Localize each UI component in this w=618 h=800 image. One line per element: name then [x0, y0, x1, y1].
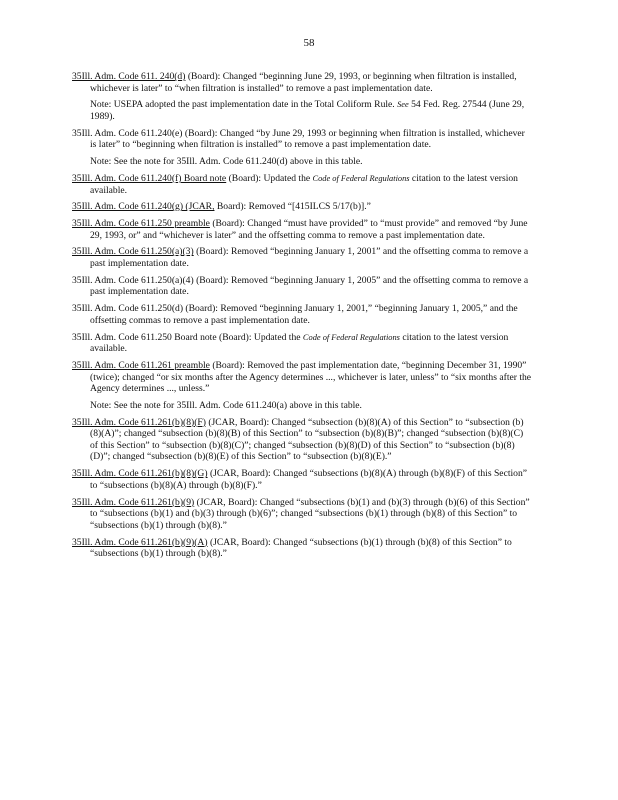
entry-611-240-g [72, 201, 532, 213]
entry-text: (JCAR, Board): Changed “subsection (b)(8)(A) of this Section” to “subsection (b)(8)(A)”; changed “subsection (b)(8)(B) of this Section” to “subsection (b)(8)(B)”; changed “subsection (b)(8)(C) of this Section” to “subsection (b)(8)(C)”; changed “subsection (b)(8)(D) of this Section” to “subsection (b)(8)(D)”; changed “subsection (b)(8)(E) of this Section” to “subsection (b)(8)(E).” [90, 416, 524, 463]
entry-611-261-preamble [72, 360, 532, 395]
entry-citation: 35Ill. Adm. Code 611.261(b)(9) [72, 496, 195, 508]
entry-611-250-a-4 [72, 275, 532, 298]
page-number: 58 [303, 37, 315, 49]
entry-citation: 35Ill. Adm. Code 611.240(g) (JCAR, [72, 201, 215, 213]
entry-text-post: citation to the latest version available. [90, 331, 509, 355]
note-text: Note: USEPA adopted the past implementation date in the Total Coliform Rule. [90, 99, 398, 111]
entry-611-240-e [72, 128, 532, 151]
entry-text: 35Ill. Adm. Code 611.240(e) (Board): Changed “by June 29, 1993 or beginning when filtration is installed, whichever is later” to “beginning when filtration is installed” to remove a past implementation date. [72, 127, 525, 151]
entry-text: 35Ill. Adm. Code 611.250(d) (Board): Removed “beginning January 1, 2001,” “beginning January 1, 2005,” and the offsetting commas to remove a past implementation date. [72, 303, 518, 326]
entry-citation: 35Ill. Adm. Code 611.261 preamble [72, 359, 210, 371]
entry-611-250-a-3 [72, 246, 532, 269]
entry-text: 35Ill. Adm. Code 611.250 Board note (Board): Updated the [72, 331, 303, 343]
note-text: Note: See the note for 35Ill. Adm. Code 611.240(a) above in this table. [90, 399, 362, 411]
entry-text: (Board): Changed “beginning June 29, 1993, or beginning when filtration is installed, whichever is later” to “when filtration is installed” to remove a past implementation date. [90, 71, 517, 94]
note-611-240-e [72, 156, 532, 168]
entry-611-250-board-note [72, 332, 532, 355]
entry-611-250-preamble [72, 218, 532, 241]
entry-611-240-d [72, 71, 532, 94]
note-611-240-d [72, 99, 532, 122]
entry-italic-cfr: Code of Federal Regulations [302, 332, 400, 342]
note-611-261 [72, 400, 532, 412]
note-italic: See [397, 100, 409, 110]
note-text: Note: See the note for 35Ill. Adm. Code 611.240(d) above in this table. [90, 156, 363, 168]
entry-citation: 35Ill. Adm. Code 611.261(b)(8)(F) [72, 416, 206, 428]
entry-citation: 35Ill. Adm. Code 611.240(f) Board note [72, 172, 227, 184]
entry-text: (Board): Removed the past implementation date, “beginning December 31, 1990” (twice); changed “or six months after the Agency determines ..., whichever is later, unless” to “six months after the Agency determines ..., unless.” [90, 359, 532, 395]
amendments-list [72, 71, 532, 565]
entry-611-261-b-8-G [72, 468, 532, 491]
entry-text: (JCAR, Board): Changed “subsections (b)(1) and (b)(3) through (b)(6) of this Section” to “subsections (b)(1) and (b)(3) through (b)(6)”; changed “subsections (b)(1) through (b)(8) of this Section” to “subsections (b)(1) through (b)(8).” [90, 496, 530, 531]
note-text-post: 54 Fed. Reg. 27544 (June 29, 1989). [90, 99, 525, 122]
entry-611-261-b-8-F [72, 417, 532, 463]
entry-text: (JCAR, Board): Changed “subsections (b)(1) through (b)(8) of this Section” to “subsections (b)(1) through (b)(8).” [90, 536, 512, 560]
entry-text: (Board): Changed “must have provided” to “must provide” and removed “by June 29, 1993, or” and “whichever is later” and the offsetting comma to remove a past implementation date. [90, 218, 528, 241]
entry-611-261-b-9 [72, 497, 532, 532]
entry-text: (JCAR, Board): Changed “subsections (b)(8)(A) through (b)(8)(F) of this Section” to “subsections (b)(8)(A) through (b)(8)(F).” [90, 468, 528, 491]
entry-citation: 35Ill. Adm. Code 611.261(b)(9)(A) [72, 536, 208, 548]
entry-611-250-d [72, 303, 532, 326]
entry-citation: 35Ill. Adm. Code 611.261(b)(8)(G) [72, 468, 208, 480]
entry-611-261-b-9-A [72, 537, 532, 560]
entry-italic-cfr: Code of Federal Regulations [312, 173, 410, 183]
entry-text: 35Ill. Adm. Code 611.250(a)(4) (Board): Removed “beginning January 1, 2005” and the offsetting comma to remove a past implementation date. [72, 274, 529, 298]
entry-citation: 35Ill. Adm. Code 611.250 preamble [72, 218, 210, 230]
entry-text: (Board): Removed “beginning January 1, 2001” and the offsetting comma to remove a past implementation date. [90, 246, 529, 270]
entry-text-post: citation to the latest version available. [90, 172, 518, 196]
entry-611-240-f [72, 173, 532, 196]
entry-citation: 35Ill. Adm. Code 611.250(a)(3) [72, 246, 194, 258]
entry-citation: 35Ill. Adm. Code 611. 240(d) [72, 71, 186, 82]
entry-text: (Board): Updated the [226, 172, 313, 184]
entry-text: Board): Removed “[415ILCS 5/17(b)].” [214, 201, 371, 213]
